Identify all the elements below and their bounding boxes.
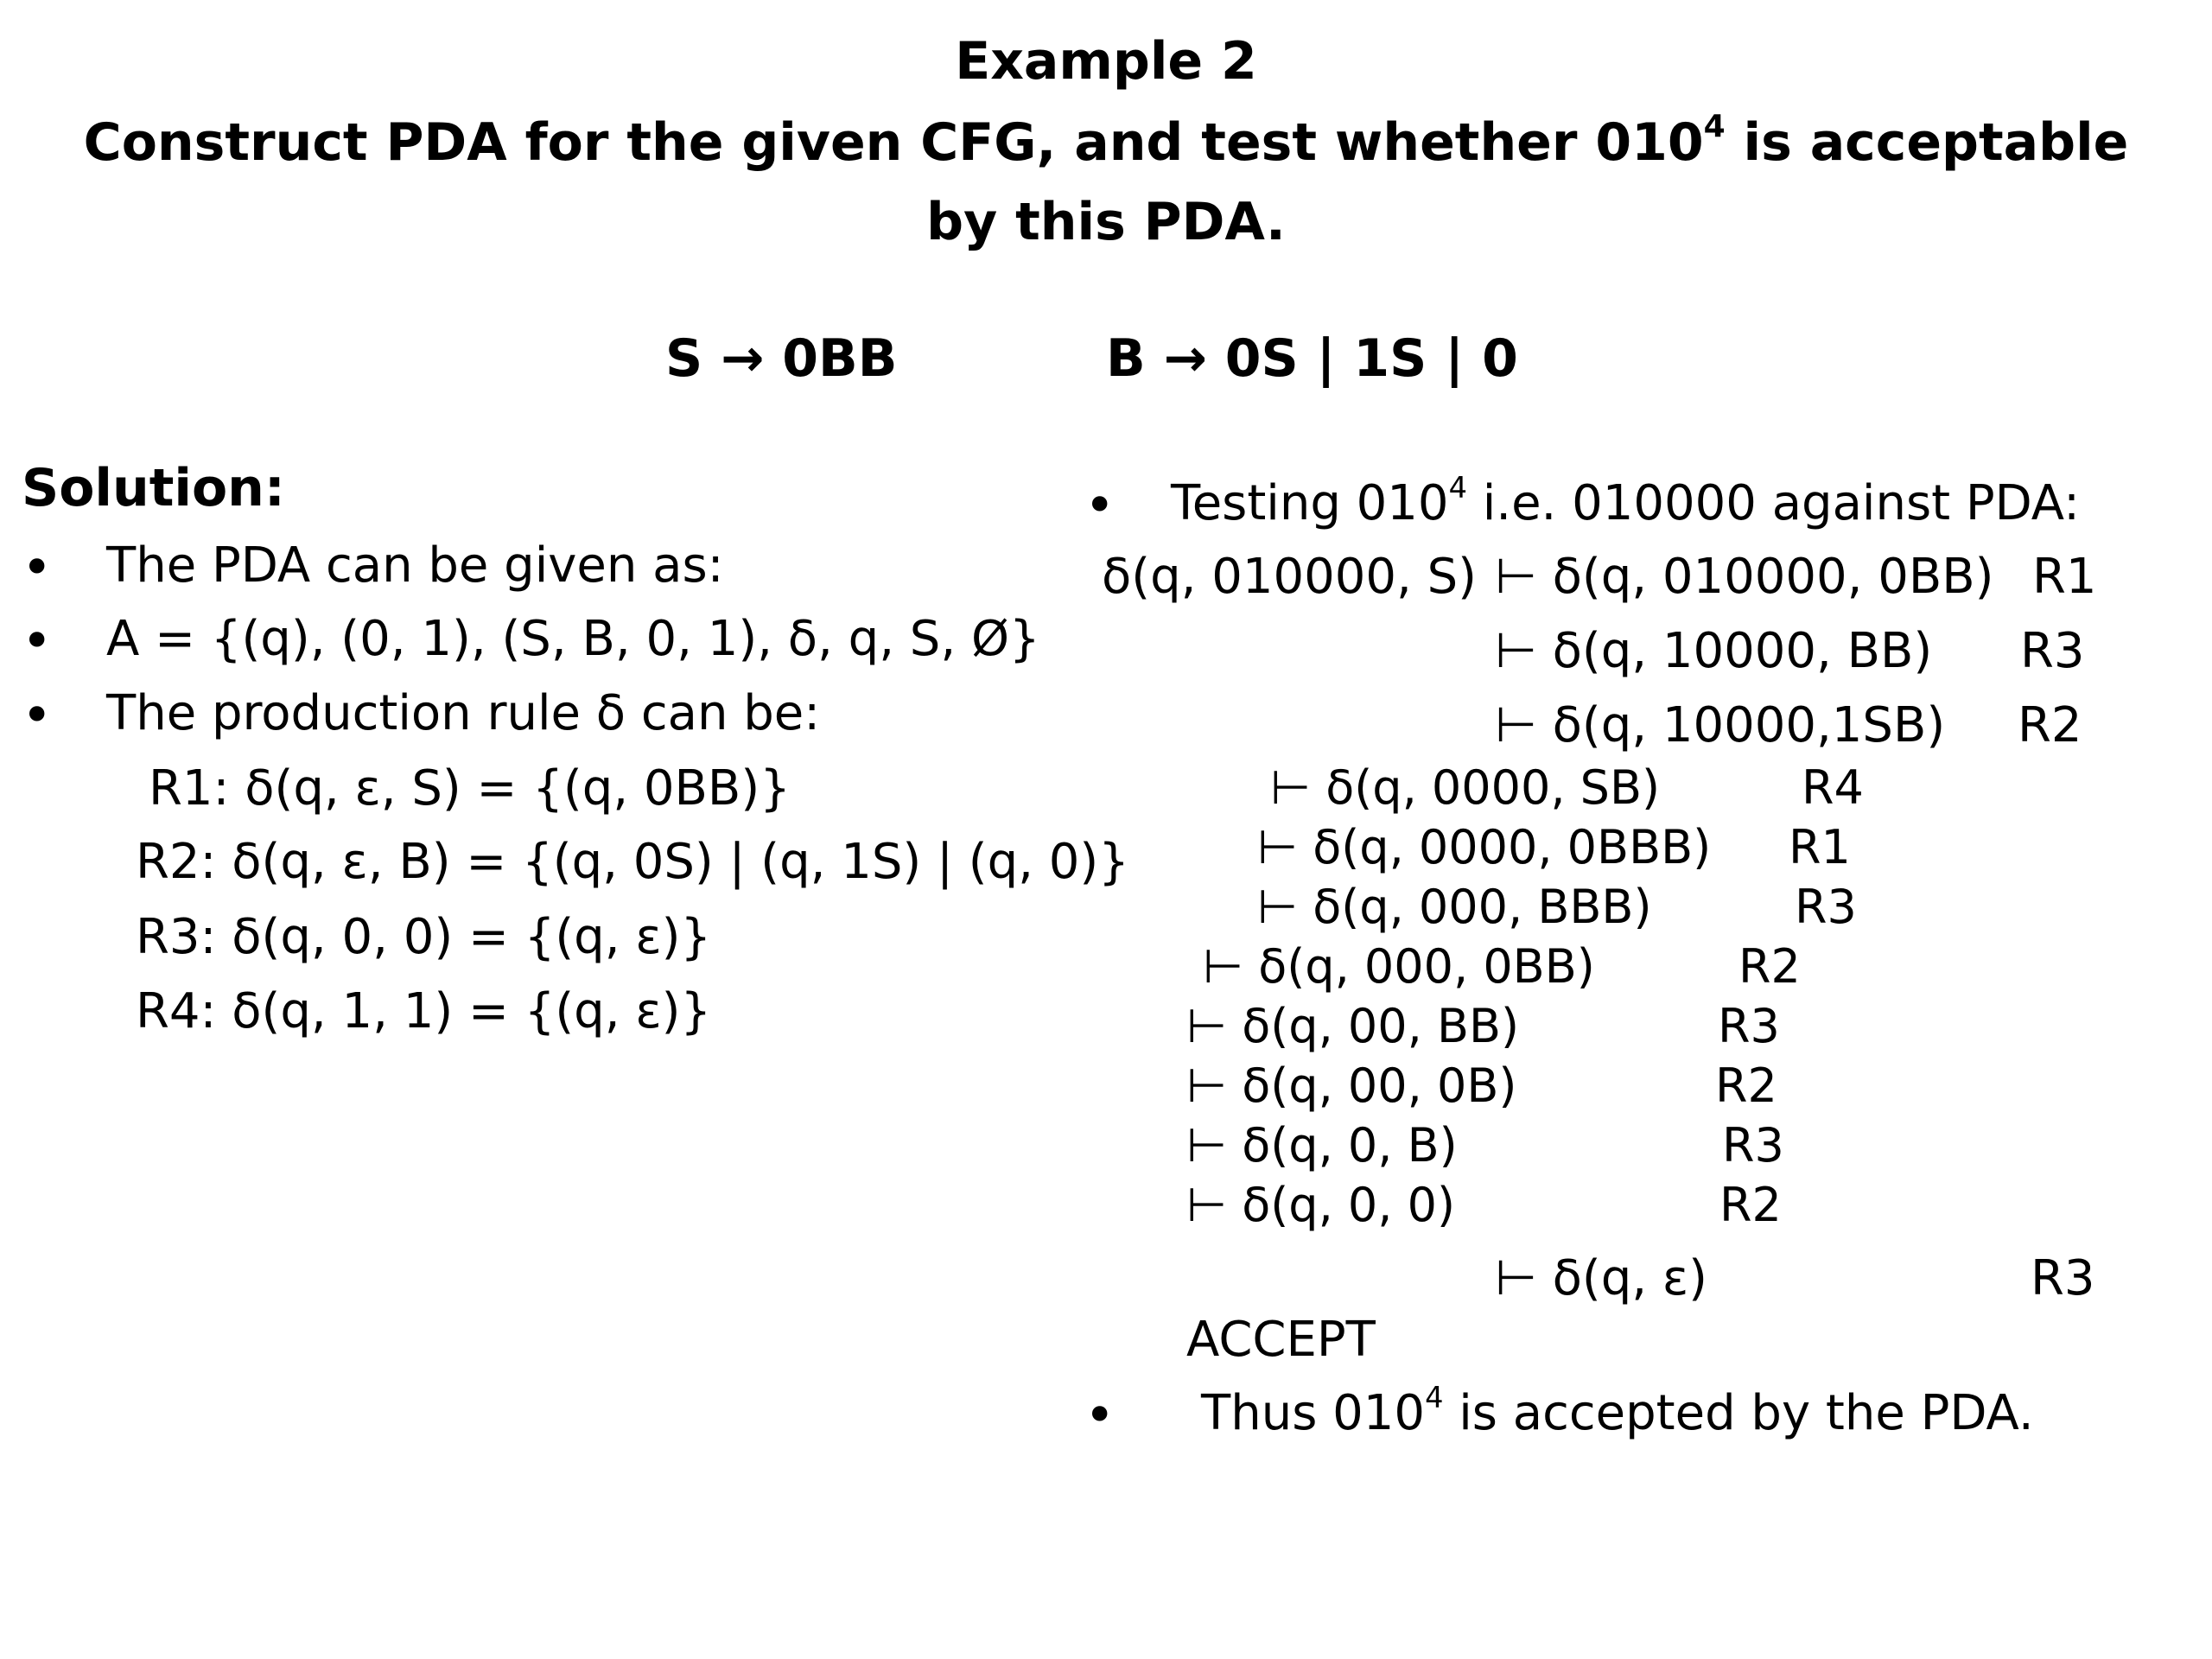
slide-title: Example 2 [955, 31, 1257, 92]
derivation-rule-1: R1 [2032, 549, 2097, 605]
accept-label: ACCEPT [1186, 1312, 1376, 1368]
testing-intro [1171, 470, 2080, 531]
derivation-step-9: ⊢ δ(q, 00, 0B) [1186, 1058, 1517, 1113]
derivation-rule-6: R3 [1795, 880, 1857, 934]
conclusion-text-2: is accepted by the PDA. [1443, 1385, 2034, 1441]
derivation-rule-8: R3 [1718, 999, 1780, 1053]
derivation-step-6: ⊢ δ(q, 000, BBB) [1257, 880, 1652, 934]
bullet-dot: • [22, 685, 53, 746]
bullet-dot: • [1084, 1385, 1116, 1446]
question-line-2: by this PDA. [926, 192, 1286, 252]
derivation-step-11: ⊢ δ(q, 0, 0) [1186, 1178, 1456, 1232]
bullet-dot: • [22, 537, 53, 598]
derivation-rule-9: R2 [1715, 1058, 1777, 1113]
derivation-step-10: ⊢ δ(q, 0, B) [1186, 1118, 1458, 1173]
question-text-1: Construct PDA for the given CFG, and test whether 010 [83, 112, 1704, 173]
derivation-step-4: ⊢ δ(q, 0000, SB) [1270, 760, 1661, 815]
derivation-step-8: ⊢ δ(q, 00, BB) [1186, 999, 1520, 1053]
testing-intro-text-1: Testing 010 [1171, 475, 1449, 531]
derivation-rule-3: R2 [2018, 697, 2082, 753]
testing-conclusion [1201, 1380, 2034, 1441]
derivation-step-3: ⊢ δ(q, 10000,1SB) [1495, 697, 1946, 753]
derivation-rule-2: R3 [2020, 623, 2085, 679]
conclusion-superscript: 4 [1425, 1380, 1444, 1414]
rule-r2: R2: δ(q, ε, B) = {(q, 0S) | (q, 1S) | (q, 0)} [136, 834, 1129, 890]
grammar-rule-b: B → 0S | 1S | 0 [1106, 328, 1518, 389]
grammar-rule-s: S → 0BB [665, 328, 898, 389]
solution-bullet-1: The PDA can be given as: [106, 537, 724, 594]
bullet-dot: • [22, 611, 53, 671]
derivation-step-7: ⊢ δ(q, 000, 0BB) [1203, 939, 1595, 994]
derivation-step-5: ⊢ δ(q, 0000, 0BBB) [1257, 820, 1712, 874]
question-superscript: 4 [1703, 109, 1726, 144]
derivation-step-12: ⊢ δ(q, ε) [1495, 1250, 1707, 1306]
solution-bullet-3: The production rule δ can be: [106, 685, 821, 741]
derivation-step-1: ⊢ δ(q, 010000, 0BB) [1495, 549, 1994, 605]
derivation-rule-10: R3 [1722, 1118, 1784, 1173]
derivation-rule-7: R2 [1738, 939, 1801, 994]
testing-intro-text-2: i.e. 010000 against PDA: [1466, 475, 2080, 531]
rule-r4: R4: δ(q, 1, 1) = {(q, ε)} [136, 983, 712, 1039]
question-line-1 [0, 109, 2212, 173]
rule-r1: R1: δ(q, ε, S) = {(q, 0BB)} [149, 760, 791, 817]
derivation-step-2: ⊢ δ(q, 10000, BB) [1495, 623, 1933, 679]
derivation-rule-12: R3 [2031, 1250, 2095, 1306]
derivation-start: δ(q, 010000, S) [1102, 549, 1478, 605]
solution-bullet-2: A = {(q), (0, 1), (S, B, 0, 1), δ, q, S, Ø} [106, 611, 1040, 667]
question-text-2: is acceptable [1725, 112, 2129, 173]
derivation-rule-5: R1 [1789, 820, 1851, 874]
derivation-rule-4: R4 [1802, 760, 1864, 815]
conclusion-text-1: Thus 010 [1201, 1385, 1426, 1441]
derivation-rule-11: R2 [1719, 1178, 1782, 1232]
testing-intro-superscript: 4 [1448, 470, 1467, 505]
bullet-dot: • [1084, 475, 1116, 536]
solution-heading: Solution: [22, 458, 285, 518]
rule-r3: R3: δ(q, 0, 0) = {(q, ε)} [136, 909, 712, 965]
